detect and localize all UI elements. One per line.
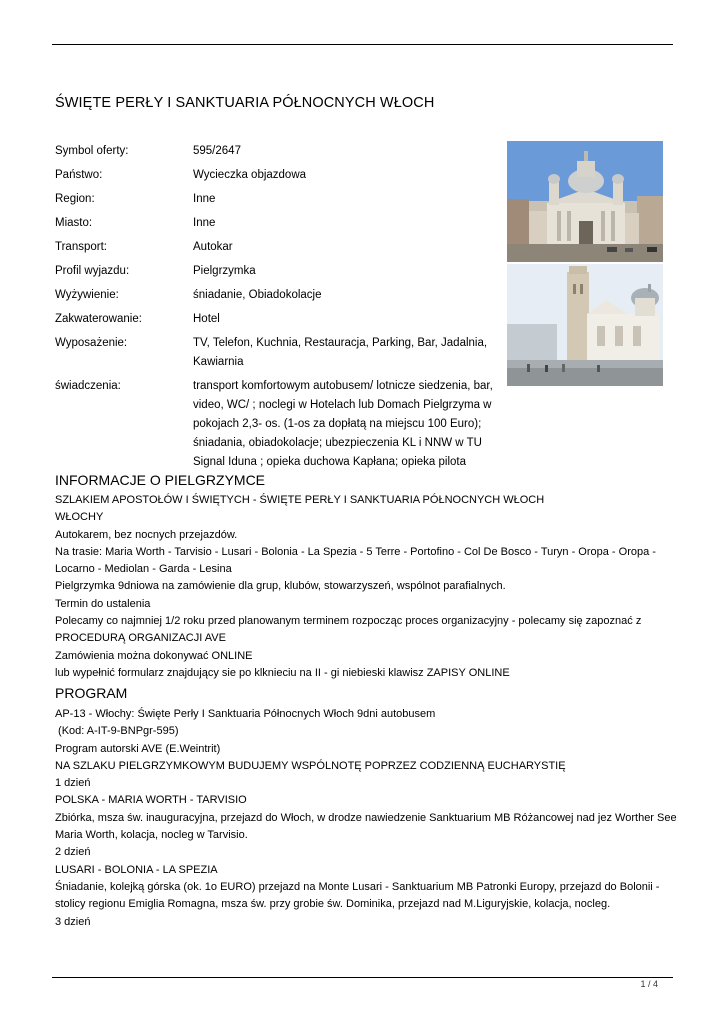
spec-row bbox=[55, 238, 495, 257]
spec-label: Wyżywienie: bbox=[55, 289, 119, 301]
info-line: lub wypełnić formularz znajdujący sie po klknieciu na II - gi niebieski klawisz ZAPISY ONLINE bbox=[55, 666, 510, 679]
spec-row bbox=[55, 286, 495, 305]
spec-value: Inne bbox=[193, 217, 216, 229]
info-line: Autokarem, bez nocnych przejazdów. bbox=[55, 528, 238, 541]
program-body bbox=[55, 706, 680, 931]
info-body bbox=[55, 492, 680, 682]
page-title: ŚWIĘTE PERŁY I SANKTUARIA PÓŁNOCNYCH WŁOCH bbox=[55, 95, 435, 111]
info-line: Termin do ustalenia bbox=[55, 597, 151, 610]
spec-row bbox=[55, 190, 495, 209]
spec-label: Symbol oferty: bbox=[55, 145, 129, 157]
spec-label: Wyposażenie: bbox=[55, 337, 128, 349]
program-line: (Kod: A-IT-9-BNPgr-595) bbox=[55, 725, 179, 738]
spec-row bbox=[55, 214, 495, 233]
program-heading: PROGRAM bbox=[55, 685, 128, 701]
spec-value: Inne bbox=[193, 193, 216, 205]
program-line: 3 dzień bbox=[55, 915, 91, 928]
program-line: LUSARI - BOLONIA - LA SPEZIA bbox=[55, 863, 218, 876]
program-line: 2 dzień bbox=[55, 846, 91, 859]
info-line: SZLAKIEM APOSTOŁÓW I ŚWIĘTYCH - ŚWIĘTE PERŁY I SANKTUARIA PÓŁNOCNYCH WŁOCH bbox=[55, 494, 545, 506]
top-rule bbox=[52, 44, 673, 45]
spec-value: Hotel bbox=[193, 313, 220, 325]
spec-label: Transport: bbox=[55, 241, 107, 253]
spec-label: Profil wyjazdu: bbox=[55, 265, 130, 277]
spec-label: Region: bbox=[55, 193, 95, 205]
spec-value: TV, Telefon, Kuchnia, Restauracja, Parking, Bar, Jadalnia, Kawiarnia bbox=[193, 337, 488, 368]
info-line: Zamówienia można dokonywać ONLINE bbox=[55, 649, 253, 662]
spec-row bbox=[55, 377, 495, 472]
basilica-illustration bbox=[507, 141, 663, 262]
bottom-rule bbox=[52, 977, 673, 978]
spec-row bbox=[55, 334, 495, 372]
spec-row bbox=[55, 310, 495, 329]
info-line: WŁOCHY bbox=[55, 511, 104, 524]
spec-row bbox=[55, 166, 495, 185]
cathedral-photo bbox=[507, 264, 663, 386]
spec-value: śniadanie, Obiadokolacje bbox=[193, 289, 322, 301]
page-number: 1 / 4 bbox=[640, 979, 658, 989]
spec-value: Pielgrzymka bbox=[193, 265, 256, 277]
spec-value: Autokar bbox=[193, 241, 233, 253]
info-heading: INFORMACJE O PIELGRZYMCE bbox=[55, 472, 266, 488]
program-line: 1 dzień bbox=[55, 777, 91, 790]
spec-row bbox=[55, 142, 495, 161]
info-line: Polecamy co najmniej 1/2 roku przed planowanym terminem rozpocząc proces organizacyjny - polecamy się zapoznać z PROCEDURĄ ORGANIZACJI AVE bbox=[55, 615, 642, 645]
spec-label: Miasto: bbox=[55, 217, 93, 229]
info-line: Na trasie: Maria Worth - Tarvisio - Lusari - Bolonia - La Spezia - 5 Terre - Portofino - Col De Bosco - Turyn - Oropa - Oropa - Locarno - Mediolan - Garda - Lesina bbox=[55, 545, 656, 576]
program-line: Zbiórka, msza św. inauguracyjna, przejazd do Włoch, w drodze nawiedzenie Sanktuarium MB Różancowej nad jez Worther See Maria Worth, kolacja, nocleg w Tarvisio. bbox=[55, 811, 677, 842]
info-line: Pielgrzymka 9dniowa na zamówienie dla grup, klubów, stowarzyszeń, wspólnot parafialnych. bbox=[55, 580, 506, 593]
program-line: Program autorski AVE (E.Weintrit) bbox=[55, 742, 221, 755]
offer-specs bbox=[55, 142, 495, 477]
program-line: POLSKA - MARIA WORTH - TARVISIO bbox=[55, 794, 247, 807]
cathedral-illustration bbox=[507, 264, 663, 386]
spec-label: Państwo: bbox=[55, 169, 103, 181]
program-line: Śniadanie, kolejką górska (ok. 1o EURO) przejazd na Monte Lusari - Sanktuarium MB Patronki Europy, przejazd do Bolonii - stolicy regionu Emiglia Romagna, msza św. przy grobie św. Dominika, przejazd nad M.Liguryjskie, kolacja, nocleg. bbox=[55, 880, 660, 911]
program-line: NA SZLAKU PIELGRZYMKOWYM BUDUJEMY WSPÓLNOTĘ POPRZEZ CODZIENNĄ EUCHARYSTIĘ bbox=[55, 759, 566, 772]
spec-value: transport komfortowym autobusem/ lotnicze siedzenia, bar, video, WC/ ; noclegi w Hotelach lub Domach Pielgrzyma w pokojach 2,3- os. (1-os za dopłatą na miejscu 100 Euro); śniadania, obiadokolacje; ubezpieczenia KL i NNW w TU Signal Iduna ; opieka duchowa Kapłana; opieka pilota bbox=[193, 380, 493, 468]
spec-label: Zakwaterowanie: bbox=[55, 313, 142, 325]
spec-value: 595/2647 bbox=[193, 145, 241, 157]
spec-value: Wycieczka objazdowa bbox=[193, 169, 307, 181]
spec-row bbox=[55, 262, 495, 281]
program-line: AP-13 - Włochy: Święte Perły I Sanktuaria Północnych Włoch 9dni autobusem bbox=[55, 708, 436, 720]
basilica-photo bbox=[507, 141, 663, 262]
spec-label: świadczenia: bbox=[55, 380, 121, 392]
